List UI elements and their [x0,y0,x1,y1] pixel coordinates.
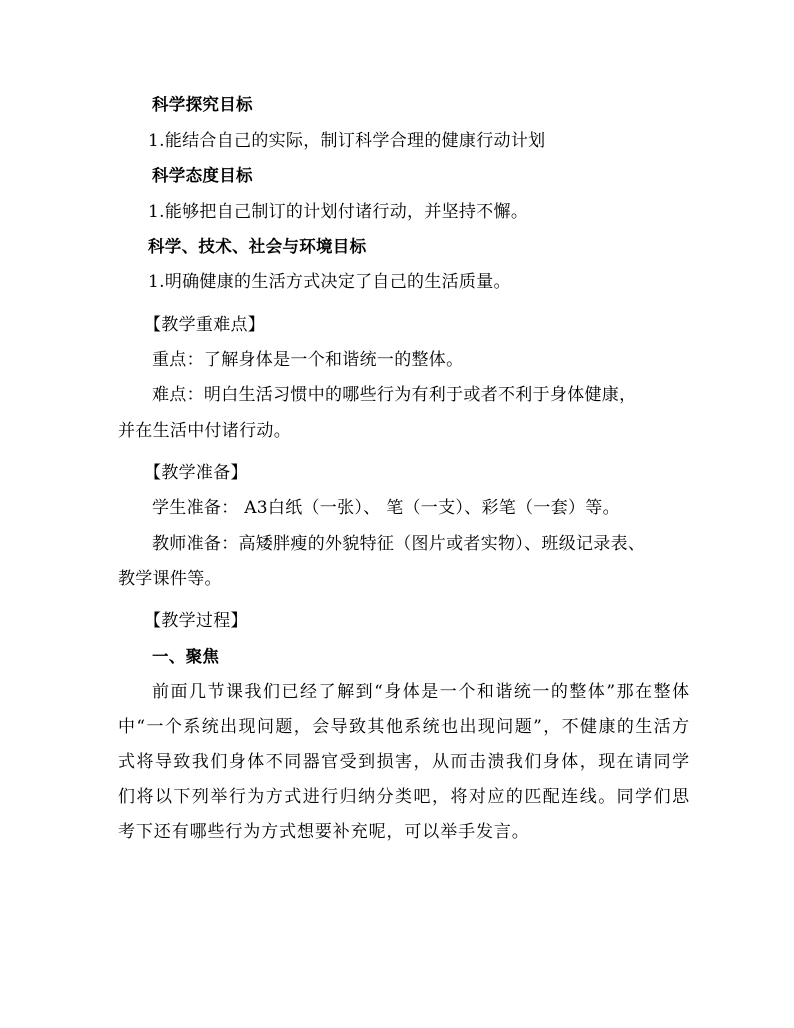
student-preparation: 学生准备： A3白纸（一张）、 笔（一支）、彩笔（一套）等。 [152,498,620,518]
key-difficult-heading: 【教学重难点】 [144,315,266,335]
process-heading: 【教学过程】 [144,611,248,631]
science-attitude-heading: 科学态度目标 [152,166,253,185]
preparation-heading: 【教学准备】 [144,463,248,483]
teacher-preparation: 教师准备：高矮胖瘦的外貌特征（图片或者实物）、班级记录表、 [152,534,646,554]
key-point-text: 重点：了解身体是一个和谐统一的整体。 [152,350,464,370]
teacher-preparation-cont: 教学课件等。 [118,569,222,589]
section-one-title: 一、聚焦 [152,647,220,666]
stse-item: 1.明确健康的生活方式决定了自己的生活质量。 [148,272,511,292]
difficult-point-text-cont: 并在生活中付诸行动。 [118,421,291,441]
science-inquiry-heading: 科学探究目标 [152,95,253,114]
focus-paragraph: 前面几节课我们已经了解到“身体是一个和谐统一的整体”那在整体中“一个系统出现问题，会导致其他系统也出现问题”，不健康的生活方式将导致我们身体不同器官受到损害，从而击溃我们身体，现在请同学们将以下列举行为方式进行归纳分类吧，将对应的匹配连线。同学们思考下还有哪些行为方式想要补充呢，可以举手发言。 [118,682,690,842]
science-attitude-item: 1.能够把自己制订的计划付诸行动，并坚持不懈。 [148,202,529,222]
science-inquiry-item: 1.能结合自己的实际，制订科学合理的健康行动计划 [148,131,546,151]
difficult-point-text: 难点：明白生活习惯中的哪些行为有利于或者不利于身体健康， [152,385,637,405]
stse-heading: 科学、技术、社会与环境目标 [148,237,367,256]
